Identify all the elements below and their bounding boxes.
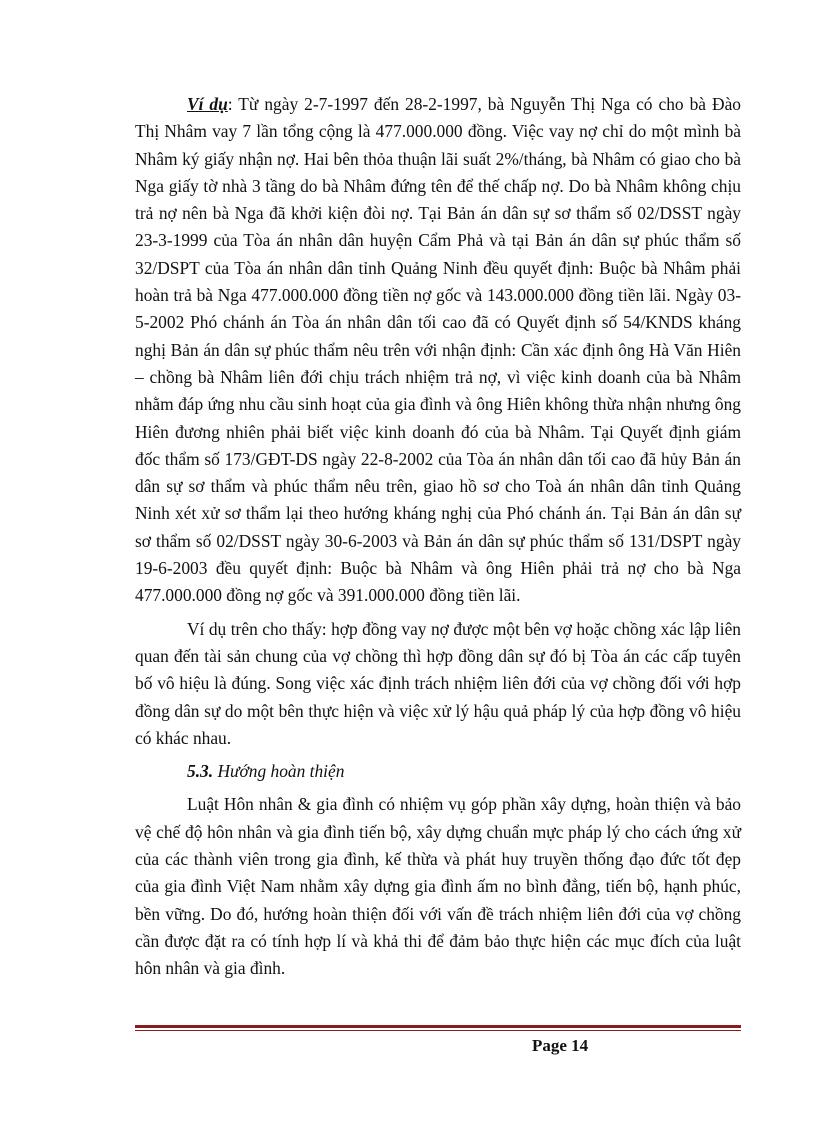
example-text: : Từ ngày 2-7-1997 đến 28-2-1997, bà Nguyễn Thị Nga có cho bà Đào Thị Nhâm vay 7 lần tổng cộng là 477.000.000 đồng. Việc vay nợ chỉ do một mình bà Nhâm ký giấy nhận nợ. Hai bên thỏa thuận lãi suất 2%/tháng, bà Nhâm có giao cho bà Nga giấy tờ nhà 3 tầng do bà Nhâm đứng tên để thế chấp nợ. Do bà Nhâm không chịu trả nợ nên bà Nga đã khởi kiện đòi nợ. Tại Bản án dân sự sơ thẩm số 02/DSST ngày 23-3-1999 của Tòa án nhân dân huyện Cẩm Phả và tại Bản án dân sự phúc thẩm số 32/DSPT của Tòa án nhân dân tỉnh Quảng Ninh đều quyết định: Buộc bà Nhâm phải hoàn trả bà Nga 477.000.000 đồng tiền nợ gốc và 143.000.000 đồng tiền lãi. Ngày 03-5-2002 Phó chánh án Tòa án nhân dân tối cao đã có Quyết định số 54/KNDS kháng nghị Bản án dân sự phúc thẩm nêu trên với nhận định: Cần xác định ông Hà Văn Hiên – chồng bà Nhâm liên đới chịu trách nhiệm trả nợ, vì việc kinh doanh của bà Nhâm nhằm đáp ứng nhu cầu sinh hoạt của gia đình và ông Hiên không thừa nhận nhưng ông Hiên đương nhiên phải biết việc kinh doanh đó của bà Nhâm. Tại Quyết định giám đốc thẩm số 173/GĐT-DS ngày 22-8-2002 của Tòa án nhân dân tối cao đã hủy Bản án dân sự sơ thẩm và phúc thẩm nêu trên, giao hồ sơ cho Toà án nhân dân tỉnh Quảng Ninh xét xử sơ thẩm lại theo hướng kháng nghị của Phó chánh án. Tại Bản án dân sự sơ thẩm số 02/DSST ngày 30-6-2003 và Bản án dân sự phúc thẩm số 131/DSPT ngày 19-6-2003 đều quyết định: Buộc bà Nhâm và ông Hiên phải trả nợ cho bà Nga 477.000.000 đồng nợ gốc và 391.000.000 đồng tiền lãi.: [135, 94, 741, 606]
footer-rule-thick: [135, 1025, 741, 1028]
section-heading: [135, 758, 741, 785]
section-title: Hướng hoàn thiện: [217, 761, 345, 782]
example-paragraph: [135, 91, 741, 610]
improvement-paragraph: Luật Hôn nhân & gia đình có nhiệm vụ góp phần xây dựng, hoàn thiện và bảo vệ chế độ hôn nhân và gia đình tiến bộ, xây dựng chuẩn mực pháp lý cho cách ứng xử của các thành viên trong gia đình, kế thừa và phát huy truyền thống đạo đức tốt đẹp của gia đình Việt Nam nhằm xây dựng gia đình ấm no bình đẳng, tiến bộ, hạnh phúc, bền vững. Do đó, hướng hoàn thiện đối với vấn đề trách nhiệm liên đới của vợ chồng cần được đặt ra có tính hợp lí và khả thi để đảm bảo thực hiện các mục đích của luật hôn nhân và gia đình.: [135, 794, 741, 979]
analysis-paragraph: Ví dụ trên cho thấy: hợp đồng vay nợ được một bên vợ hoặc chồng xác lập liên quan đến tài sản chung của vợ chồng thì hợp đồng dân sự đó bị Tòa án các cấp tuyên bố vô hiệu là đúng. Song việc xác định trách nhiệm liên đới của vợ chồng đối với hợp đồng dân sự do một bên thực hiện và việc xử lý hậu quả pháp lý của hợp đồng vô hiệu có khác nhau.: [135, 618, 741, 748]
footer-rule-thin: [135, 1030, 741, 1031]
section-number: 5.3.: [187, 761, 214, 782]
page-body: [135, 91, 741, 983]
example-lead: Ví dụ: [187, 94, 228, 114]
page-number: Page 14: [532, 1036, 589, 1055]
